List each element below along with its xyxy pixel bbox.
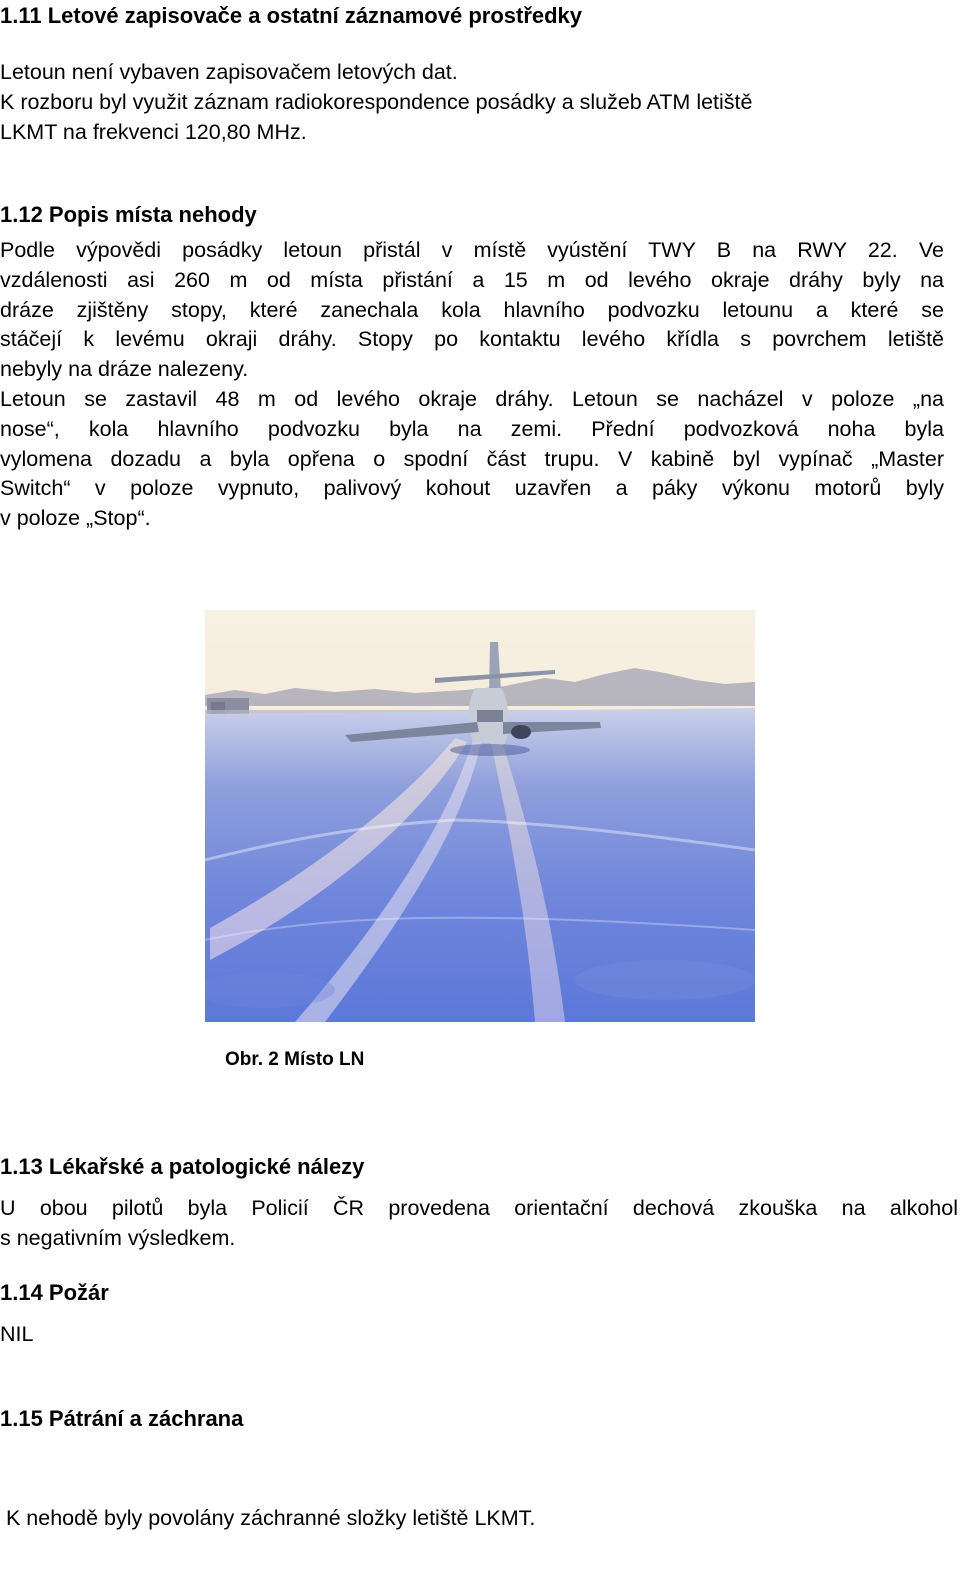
section-body-1-13 xyxy=(0,1194,958,1254)
section-body-1-15 xyxy=(0,1444,944,1593)
body-line: K nehodě byly povolány záchranné složky letiště LKMT. xyxy=(0,1505,536,1530)
section-heading-1-13: 1.13 Lékařské a patologické nálezy xyxy=(0,1154,365,1179)
section-heading-1-11: 1.11 Letové zapisovače a ostatní záznamové prostředky xyxy=(0,3,583,28)
body-line: Letoun se zastavil 48 m od levého okraje dráhy. Letoun se nacházel v poloze „na xyxy=(0,386,944,411)
body-line: nose“, kola hlavního podvozku byla na zemi. Přední podvozková noha byla xyxy=(0,416,944,441)
body-line: NIL xyxy=(0,1322,34,1346)
body-line: U obou pilotů byla Policií ČR provedena orientační dechová zkouška na alkohol xyxy=(0,1196,958,1220)
body-line: v poloze „Stop“. xyxy=(0,506,151,531)
body-line: Switch“ v poloze vypnuto, palivový kohout uzavřen a páky výkonu motorů byly xyxy=(0,476,944,501)
body-line: vzdálenosti asi 260 m od místa přistání a 15 m od levého okraje dráhy byly na xyxy=(0,267,944,292)
accident-site-photo-drawing xyxy=(205,610,755,1022)
body-line: LKMT na frekvenci 120,80 MHz. xyxy=(0,119,307,144)
body-line: vylomena dozadu a byla opřena o spodní část trupu. V kabině byl vypínač „Master xyxy=(0,446,944,471)
section-body-1-14 xyxy=(0,1320,944,1350)
accident-site-photo xyxy=(205,610,755,1022)
section-heading-1-14: 1.14 Požár xyxy=(0,1280,109,1305)
figure-caption: Obr. 2 Místo LN xyxy=(225,1049,365,1070)
body-line: nebyly na dráze nalezeny. xyxy=(0,357,249,382)
section-heading-1-15: 1.15 Pátrání a záchrana xyxy=(0,1406,244,1431)
body-line: s negativním výsledkem. xyxy=(0,1225,236,1250)
body-line: Letoun není vybaven zapisovačem letových dat. xyxy=(0,60,458,84)
section-heading-1-12: 1.12 Popis místa nehody xyxy=(0,202,257,227)
body-line: dráze zjištěny stopy, které zanechala kola hlavního podvozku letounu a které se xyxy=(0,297,944,322)
body-line: Podle výpovědi posádky letoun přistál v místě vyústění TWY B na RWY 22. Ve xyxy=(0,238,944,262)
section-body-1-12 xyxy=(0,236,944,534)
section-body-1-11 xyxy=(0,58,944,147)
body-line: stáčejí k levému okraji dráhy. Stopy po kontaktu levého křídla s povrchem letiště xyxy=(0,327,944,352)
body-line: K rozboru byl využit záznam radiokorespondence posádky a služeb ATM letiště xyxy=(0,89,753,114)
